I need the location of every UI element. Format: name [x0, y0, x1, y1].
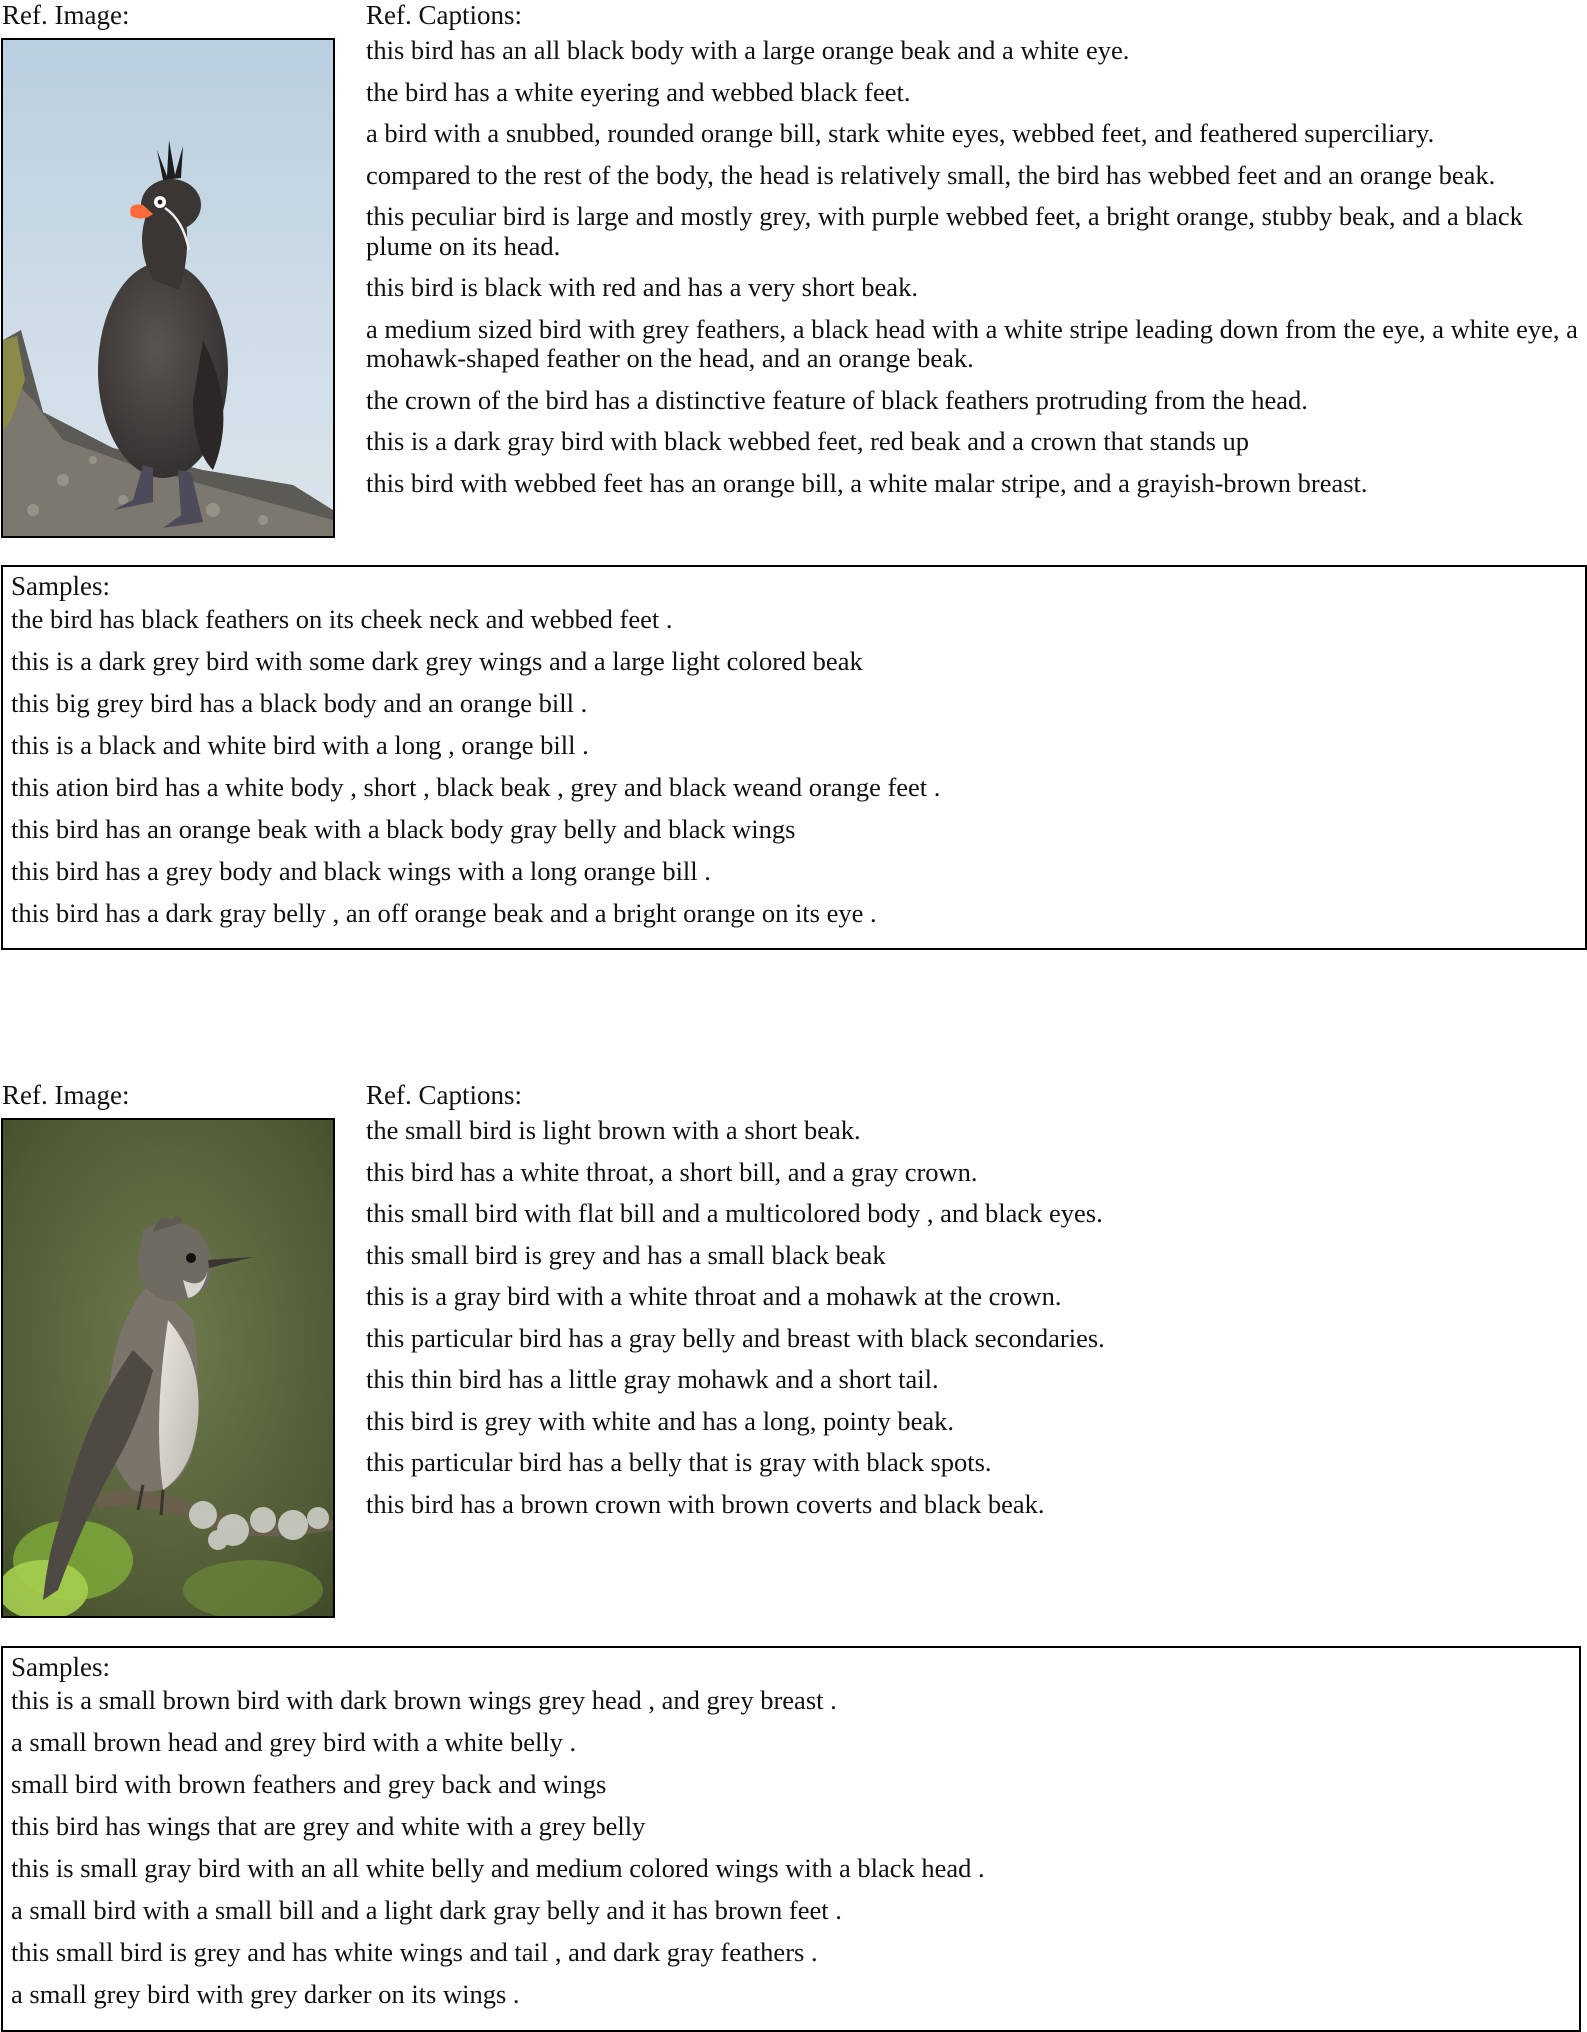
example-1 [0, 0, 1587, 955]
ref-caption: this bird is black with red and has a very short beak. [366, 272, 918, 302]
ref-caption: compared to the rest of the body, the head is relatively small, the bird has webbed feet and an orange beak. [366, 159, 1496, 190]
sample-caption: this bird has wings that are grey and white with a grey belly [11, 1811, 646, 1841]
ref-caption: the crown of the bird has a distinctive feature of black feathers protruding from the head. [366, 384, 1308, 415]
sample-caption: this bird has a dark gray belly , an off orange beak and a bright orange on its eye . [11, 898, 877, 928]
ref-caption: the small bird is light brown with a short beak. [366, 1115, 861, 1145]
ref-captions-list [366, 1116, 1581, 1531]
ref-caption: this thin bird has a little gray mohawk and a short tail. [366, 1364, 939, 1394]
samples-box [1, 565, 1587, 950]
sample-caption: this bird has an orange beak with a black body gray belly and black wings [11, 814, 796, 844]
ref-captions-label: Ref. Captions: [366, 1080, 522, 1110]
ref-caption: this is a dark gray bird with black webbed feet, red beak and a crown that stands up [366, 426, 1250, 456]
ref-image-pewee [1, 1118, 335, 1618]
ref-captions-label: Ref. Captions: [366, 0, 522, 30]
samples-list [11, 1686, 1579, 2022]
ref-caption: this bird has a brown crown with brown coverts and black beak. [366, 1488, 1045, 1519]
sample-caption: this is a small brown bird with dark brown wings grey head , and grey breast . [11, 1685, 837, 1715]
ref-caption: this is a gray bird with a white throat and a mohawk at the crown. [366, 1281, 1062, 1311]
ref-caption: this bird has a white throat, a short bill, and a gray crown. [366, 1156, 978, 1187]
ref-caption: this particular bird has a gray belly and breast with black secondaries. [366, 1322, 1105, 1353]
sample-caption: the bird has black feathers on its cheek neck and webbed feet . [11, 604, 673, 634]
ref-caption: a bird with a snubbed, rounded orange bill, stark white eyes, webbed feet, and feathered superciliary. [366, 118, 1435, 148]
samples-label: Samples: [11, 571, 110, 601]
ref-caption: the bird has a white eyering and webbed black feet. [366, 76, 911, 107]
sample-caption: a small brown head and grey bird with a white belly . [11, 1727, 577, 1757]
sample-caption: this small bird is grey and has white wings and tail , and dark gray feathers . [11, 1937, 818, 1967]
sample-caption: a small grey bird with grey darker on its wings . [11, 1979, 520, 2009]
samples-box [1, 1646, 1581, 2032]
ref-caption: this bird with webbed feet has an orange bill, a white malar stripe, and a grayish-brown breast. [366, 467, 1368, 498]
ref-caption: a medium sized bird with grey feathers, a black head with a white stripe leading down from the eye, a white eye, a mohawk-shaped feather on the head, and an orange beak. [366, 313, 1578, 373]
ref-image-label: Ref. Image: [2, 0, 130, 30]
ref-caption: this bird is grey with white and has a long, pointy beak. [366, 1405, 955, 1436]
ref-caption: this bird has an all black body with a large orange beak and a white eye. [366, 35, 1130, 65]
ref-caption: this small bird with flat bill and a multicolored body , and black eyes. [366, 1198, 1103, 1228]
sample-caption: small bird with brown feathers and grey back and wings [11, 1769, 607, 1799]
bird-photo-illustration [3, 40, 333, 536]
sample-caption: this ation bird has a white body , short , black beak , grey and black weand orange feet . [11, 772, 941, 802]
ref-caption: this particular bird has a belly that is gray with black spots. [366, 1447, 992, 1477]
ref-image-label: Ref. Image: [2, 1080, 130, 1110]
ref-captions-list [366, 36, 1581, 510]
samples-label: Samples: [11, 1652, 110, 1682]
example-2 [0, 1080, 1587, 2032]
sample-caption: this bird has a grey body and black wings with a long orange bill . [11, 856, 711, 886]
ref-caption: this small bird is grey and has a small black beak [366, 1239, 886, 1270]
bird-photo-illustration [3, 1120, 333, 1616]
samples-list [11, 605, 1585, 941]
sample-caption: this big grey bird has a black body and an orange bill . [11, 688, 588, 718]
sample-caption: this is a black and white bird with a long , orange bill . [11, 730, 589, 760]
sample-caption: this is small gray bird with an all white belly and medium colored wings with a black head . [11, 1853, 985, 1883]
ref-image-auklet [1, 38, 335, 538]
sample-caption: this is a dark grey bird with some dark grey wings and a large light colored beak [11, 646, 863, 676]
ref-caption: this peculiar bird is large and mostly grey, with purple webbed feet, a bright orange, stubby beak, and a black plume on its head. [366, 201, 1523, 261]
sample-caption: a small bird with a small bill and a light dark gray belly and it has brown feet . [11, 1895, 842, 1925]
